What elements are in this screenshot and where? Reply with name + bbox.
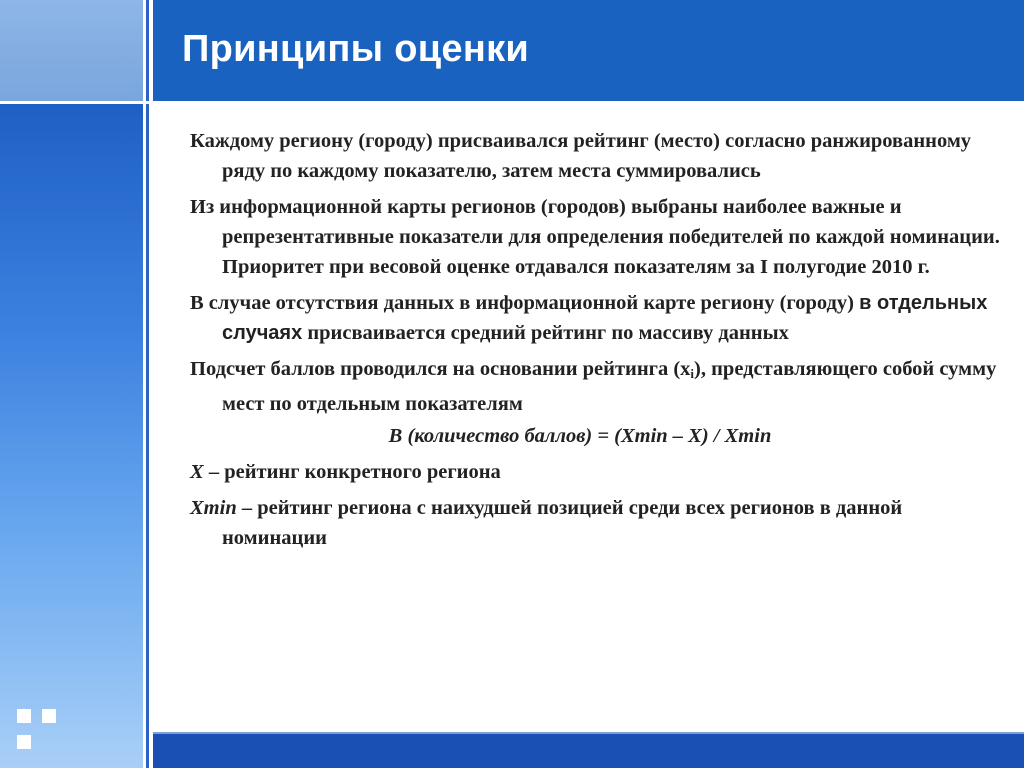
paragraph-scoring: Подсчет баллов проводился на основании рейтинга $(x_i)$, представляющего собой сумму мест по отдельным показателям xyxy=(190,358,997,415)
paragraph-missing-data: В случае отсутствия данных в информационной карте региону (городу) в отдельных случаях присваивается средний рейтинг по массиву данных xyxy=(190,292,988,344)
left-gradient-strip xyxy=(0,104,143,768)
page-title: Принципы оценки xyxy=(182,28,530,70)
left-top-panel xyxy=(0,0,143,101)
horizontal-divider xyxy=(0,101,153,104)
paragraph-ranking: Каждому региону (городу) присваивался рейтинг (место) согласно ранжированному ряду по каждому показателю, затем места суммировались xyxy=(190,130,972,182)
vertical-divider xyxy=(149,0,153,768)
definition-xmin: Xmin – рейтинг региона с наихудшей позицией среди всех регионов в данной номинации xyxy=(190,497,903,549)
slide-content xyxy=(190,126,1000,559)
footer-bar xyxy=(153,732,1024,768)
formula: B (количество баллов) = (Xmin – X) / Xmin xyxy=(388,425,772,447)
emphasis-text: в отдельных случаях xyxy=(222,292,988,344)
paragraph-indicators: Из информационной карты регионов (городов) выбраны наиболее важные и репрезентативные показатели для определения победителей по каждой номинации. Приоритет при весовой оценке отдавался показателям за I полугодие 2010 г. xyxy=(190,196,1000,278)
definition-x: X – рейтинг конкретного региона xyxy=(190,461,501,483)
